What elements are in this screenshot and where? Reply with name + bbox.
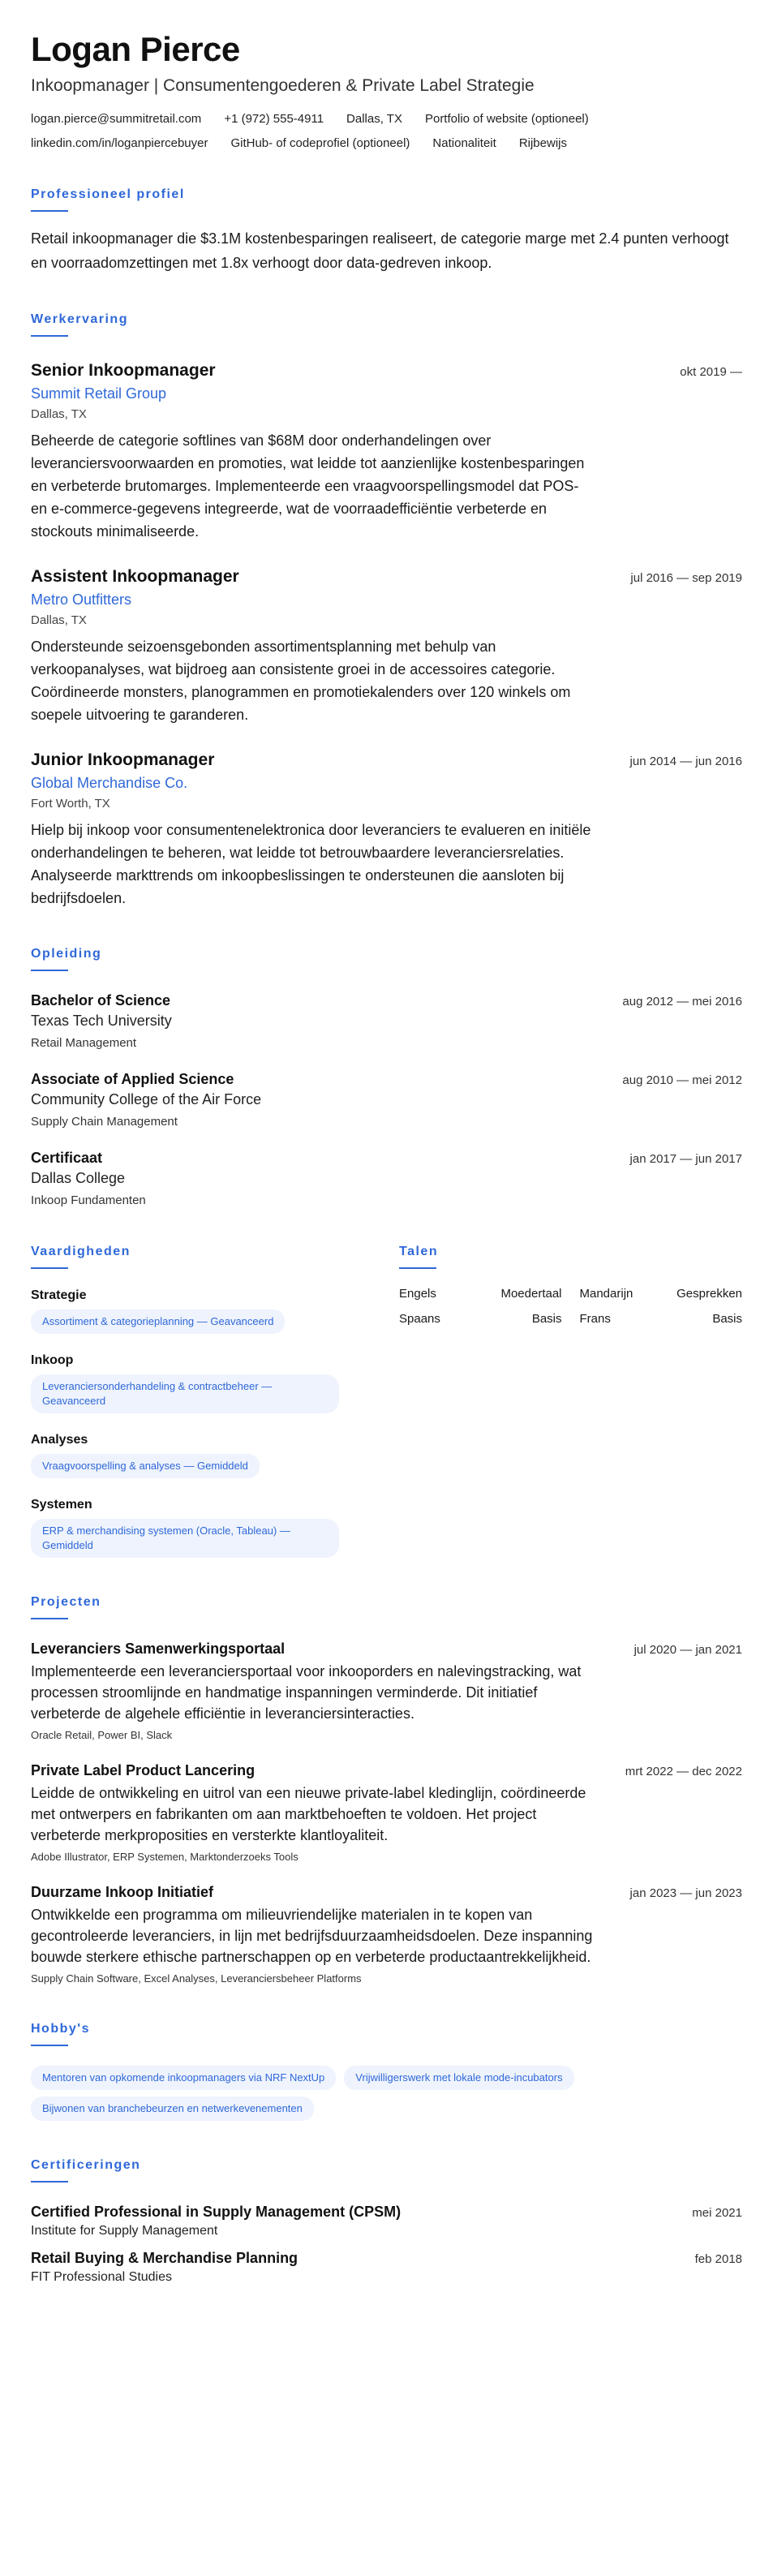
- section-title: Projecten: [31, 1595, 101, 1610]
- project-description: Leidde de ontwikkeling en uitrol van een nieuwe private-label kledinglijn, coördineerde met ontwerpers en fabrikanten om aan marktbehoeften te voldoen. Het project verbeterde merkproposities en versterkte klantloyaliteit.: [31, 1785, 586, 1844]
- job-date: okt 2019 —: [680, 365, 742, 380]
- hobby-chip: Vrijwilligerswerk met lokale mode-incubators: [344, 2066, 573, 2090]
- language-name: Frans: [579, 1312, 611, 1327]
- certifications-section: [31, 2158, 742, 2285]
- hobby-chip: Bijwonen van branchebeurzen en netwerkevenementen: [31, 2096, 314, 2121]
- section-underline: [31, 1267, 68, 1269]
- job-location: Fort Worth, TX: [31, 797, 110, 811]
- contact-row: [31, 112, 742, 126]
- section-underline: [31, 335, 68, 337]
- education-date: aug 2010 — mei 2012: [622, 1073, 742, 1088]
- section-title: Hobby's: [31, 2022, 90, 2036]
- contact-phone[interactable]: +1 (972) 555-4911: [224, 112, 324, 127]
- hobbies-section: [31, 2022, 742, 2121]
- study-field: Supply Chain Management: [31, 1115, 178, 1129]
- project-title: Private Label Product Lancering: [31, 1762, 256, 1779]
- project-entry: [31, 1884, 742, 1985]
- project-description: Implementeerde een leveranciersportaal voor inkooporders en nalevingstracking, wat processen stroomlijnde en handmatige inspanningen verminderde. Dit initiatief verbeterde de algehele efficiëntie in leveranciersinteracties.: [31, 1663, 582, 1722]
- company-name: Summit Retail Group: [31, 385, 167, 402]
- project-description: Ontwikkelde een programma om milieuvriendelijke materialen in te kopen van gecontroleerde leveranciers, in lijn met bedrijfsduurzaamheidsdoelen. Deze inspanning bouwde sterkere ethische partnerschappen op en verbeterde productaantrekkelijkheid.: [31, 1907, 593, 1966]
- education-entry: [31, 1150, 742, 1207]
- certification-name: Certified Professional in Supply Management (CPSM): [31, 2204, 402, 2221]
- projects-section: [31, 1595, 742, 1985]
- job-title: Assistent Inkoopmanager: [31, 567, 239, 587]
- company-name: Global Merchandise Co.: [31, 775, 188, 792]
- skill-category: Strategie: [31, 1288, 87, 1303]
- school-name: Texas Tech University: [31, 1013, 172, 1030]
- education-entry: [31, 1071, 742, 1129]
- job-description: Hielp bij inkoop voor consumentenelektronica door leveranciers te evalueren en initiële onderhandelingen te beheren, wat leidde tot betrouwbaardere leveranciersrelaties. Analyseerde markttrends om inkoopbeslissingen te ondersteunen die aansloten bij bedrijfsdoelen.: [31, 822, 591, 907]
- contact-drivers-license: Rijbewijs: [518, 136, 567, 151]
- skill-category: Analyses: [31, 1433, 88, 1447]
- project-tools: Adobe Illustrator, ERP Systemen, Marktonderzoeks Tools: [31, 1851, 298, 1864]
- section-underline: [31, 1618, 68, 1619]
- skill-category: Inkoop: [31, 1353, 74, 1368]
- skill-category: Systemen: [31, 1498, 92, 1512]
- language-name: Mandarijn: [579, 1287, 633, 1301]
- skill-chip: ERP & merchandising systemen (Oracle, Tableau) — Gemiddeld: [31, 1519, 339, 1558]
- language-name: Spaans: [399, 1312, 440, 1327]
- study-field: Retail Management: [31, 1036, 137, 1051]
- project-tools: Supply Chain Software, Excel Analyses, Leveranciersbeheer Platforms: [31, 1972, 362, 1985]
- contact-location: Dallas, TX: [346, 112, 402, 127]
- project-tools: Oracle Retail, Power BI, Slack: [31, 1729, 173, 1742]
- skill-group: [31, 1498, 367, 1558]
- language-name: Engels: [399, 1287, 436, 1301]
- education-date: aug 2012 — mei 2016: [622, 995, 742, 1009]
- skill-chip: Leveranciersonderhandeling & contractbeheer — Geavanceerd: [31, 1374, 339, 1413]
- language-level: Gesprekken: [676, 1287, 742, 1301]
- job-date: jul 2016 — sep 2019: [630, 571, 742, 586]
- project-date: mrt 2022 — dec 2022: [625, 1765, 742, 1779]
- certification-issuer: Institute for Supply Management: [31, 2224, 218, 2238]
- certification-entry: [31, 2250, 742, 2285]
- contact-linkedin[interactable]: linkedin.com/in/loganpiercebuyer: [31, 136, 208, 151]
- skill-chip: Vraagvoorspelling & analyses — Gemiddeld: [31, 1454, 260, 1478]
- project-entry: [31, 1762, 742, 1863]
- candidate-name: Logan Pierce: [31, 30, 240, 68]
- contact-portfolio[interactable]: Portfolio of website (optioneel): [424, 112, 589, 127]
- job-description: Ondersteunde seizoensgebonden assortimentsplanning met behulp van verkoopanalyses, wat bijdroeg aan consistente groei in de accessoires categorie. Coördineerde monsters, planogrammen en promotiekalenders over 120 winkels om soepele uitvoering te garanderen.: [31, 639, 571, 724]
- section-underline: [31, 2181, 68, 2183]
- contact-nationality: Nationaliteit: [432, 136, 496, 151]
- job-title: Junior Inkoopmanager: [31, 750, 215, 770]
- certification-entry: [31, 2204, 742, 2238]
- project-date: jan 2023 — jun 2023: [629, 1886, 742, 1901]
- degree-title: Bachelor of Science: [31, 992, 171, 1009]
- experience-entry: [31, 750, 742, 910]
- education-entry: [31, 992, 742, 1050]
- skills-section: [31, 1245, 367, 1558]
- project-entry: [31, 1641, 742, 1741]
- project-title: Leveranciers Samenwerkingsportaal: [31, 1641, 286, 1658]
- education-section: [31, 947, 742, 1207]
- section-underline: [31, 970, 68, 971]
- skill-chip: Assortiment & categorieplanning — Geavanceerd: [31, 1310, 285, 1334]
- section-title: Werkervaring: [31, 312, 128, 327]
- section-underline: [31, 2045, 68, 2046]
- section-title: Vaardigheden: [31, 1245, 131, 1259]
- job-location: Dallas, TX: [31, 407, 87, 422]
- languages-section: [399, 1245, 742, 1558]
- education-date: jan 2017 — jun 2017: [629, 1152, 742, 1167]
- candidate-headline: Inkoopmanager | Consumentengoederen & Private Label Strategie: [31, 76, 535, 96]
- school-name: Dallas College: [31, 1170, 126, 1187]
- section-underline: [399, 1267, 436, 1269]
- experience-entry: [31, 567, 742, 726]
- language-list: [399, 1287, 742, 1326]
- job-date: jun 2014 — jun 2016: [629, 755, 742, 769]
- contact-github[interactable]: GitHub- of codeprofiel (optioneel): [230, 136, 410, 151]
- hobby-chip: Mentoren van opkomende inkoopmanagers via NRF NextUp: [31, 2066, 336, 2090]
- contact-email[interactable]: logan.pierce@summitretail.com: [31, 112, 202, 127]
- certification-date: mei 2021: [692, 2206, 742, 2221]
- language-level: Basis: [712, 1312, 742, 1327]
- section-title: Opleiding: [31, 947, 102, 961]
- language-level: Moedertaal: [500, 1287, 562, 1301]
- skills-languages-row: [31, 1245, 742, 1558]
- certification-issuer: FIT Professional Studies: [31, 2270, 173, 2285]
- section-title: Certificeringen: [31, 2158, 141, 2173]
- certification-name: Retail Buying & Merchandise Planning: [31, 2250, 298, 2267]
- hobby-list: [31, 2059, 742, 2121]
- skill-group: [31, 1353, 367, 1413]
- language-item: [580, 1287, 743, 1301]
- school-name: Community College of the Air Force: [31, 1091, 262, 1108]
- certification-date: feb 2018: [694, 2252, 742, 2267]
- experience-section: [31, 312, 742, 910]
- project-date: jul 2020 — jan 2021: [633, 1643, 742, 1658]
- contact-row: [31, 136, 742, 150]
- language-item: [399, 1287, 562, 1301]
- section-title: Professioneel profiel: [31, 187, 185, 202]
- profile-text: Retail inkoopmanager die $3.1M kostenbesparingen realiseert, de categorie marge met 2.4 punten verhoogt en voorraadomzettingen met 1.8x verhoogt door data-gedreven inkoop.: [31, 230, 729, 272]
- skill-group: [31, 1288, 367, 1334]
- language-item: [399, 1312, 562, 1326]
- skill-group: [31, 1433, 367, 1478]
- section-title: Talen: [399, 1245, 439, 1259]
- experience-entry: [31, 361, 742, 543]
- company-name: Metro Outfitters: [31, 591, 132, 609]
- language-level: Basis: [531, 1312, 562, 1327]
- job-title: Senior Inkoopmanager: [31, 361, 216, 381]
- degree-title: Associate of Applied Science: [31, 1071, 234, 1088]
- profile-section: [31, 187, 742, 275]
- job-location: Dallas, TX: [31, 613, 87, 628]
- resume-header: [31, 29, 742, 150]
- job-description: Beheerde de categorie softlines van $68M door onderhandelingen over leveranciersvoorwaarden en promoties, wat leidde tot aanzienlijke kostenbesparingen en verbeterde brutomarges. Implementeerde een vraagvoorspellingsmodel dat POS- en e-commerce-gegevens integreerde, wat de voorraadefficiëntie verbeterde en stockouts minimaliseerde.: [31, 432, 585, 540]
- degree-title: Certificaat: [31, 1150, 103, 1167]
- project-title: Duurzame Inkoop Initiatief: [31, 1884, 214, 1901]
- language-item: [580, 1312, 743, 1326]
- section-underline: [31, 210, 68, 212]
- study-field: Inkoop Fundamenten: [31, 1193, 146, 1208]
